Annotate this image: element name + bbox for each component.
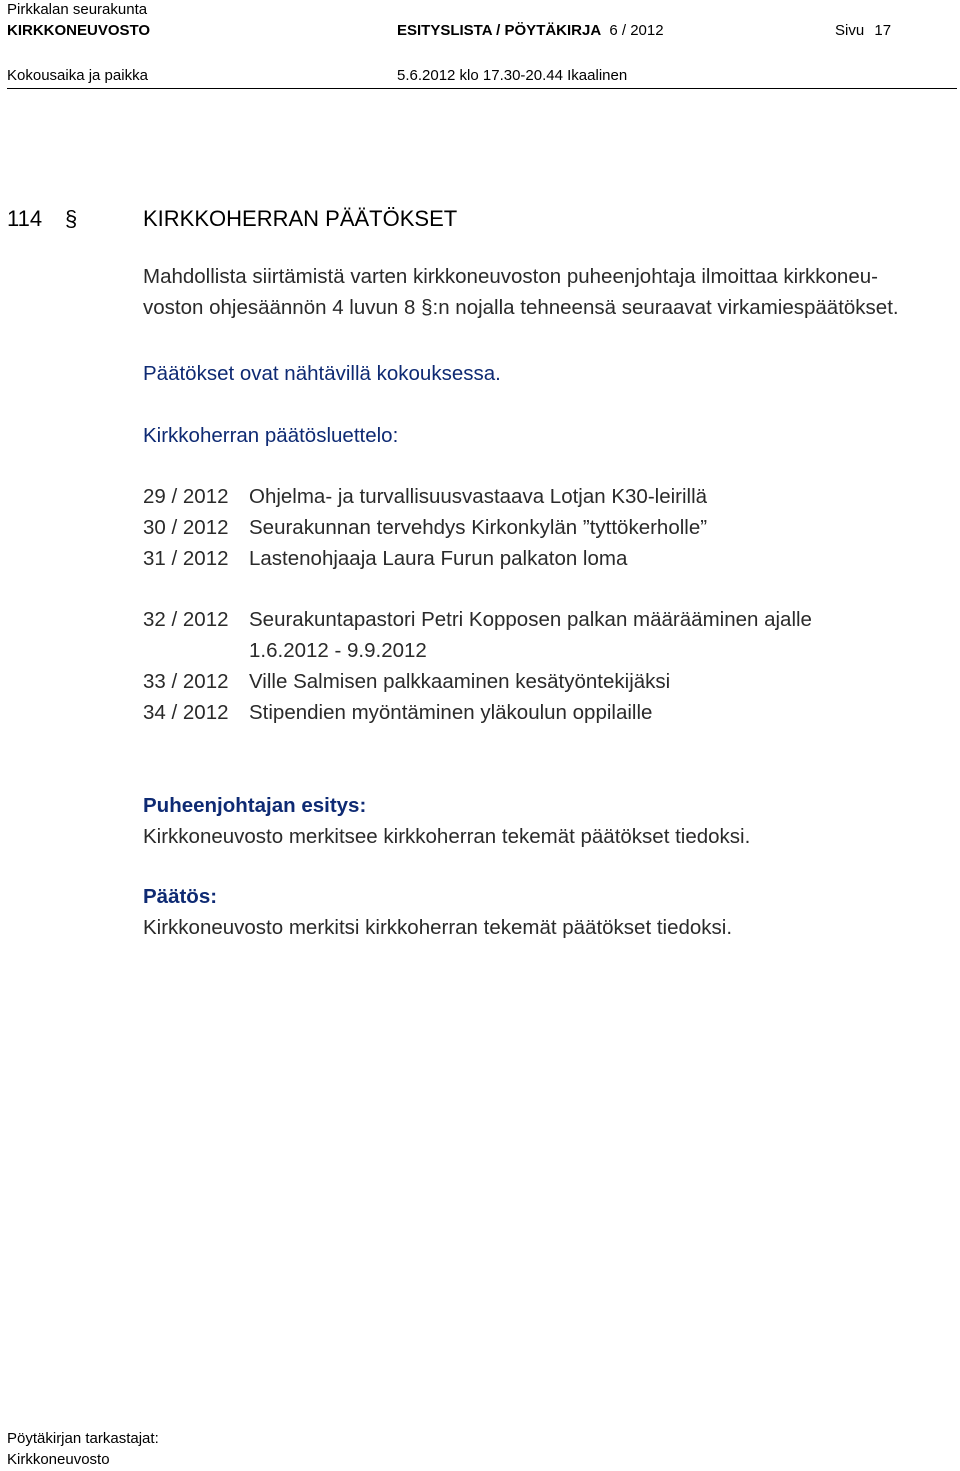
doc-number: 6 / 2012 xyxy=(609,22,664,39)
decision-row xyxy=(143,485,707,509)
decision-text: Lastenohjaaja Laura Furun palkaton loma xyxy=(249,547,628,570)
decision-text: Seurakunnan tervehdys Kirkonkylän ”tyttökerholle” xyxy=(249,516,708,539)
decision-row xyxy=(143,608,812,632)
doc-type: ESITYSLISTA / PÖYTÄKIRJA xyxy=(397,22,602,39)
page-number: 17 xyxy=(874,22,892,39)
footer-value: Kirkkoneuvosto xyxy=(7,1451,110,1468)
section-number: 114 xyxy=(7,206,43,231)
decision-row xyxy=(143,670,670,694)
doc-title xyxy=(397,22,664,40)
intro-line-2: voston ohjesäännön 4 luvun 8 §:n nojalla tehneensä seuraavat virkamiespäätökset. xyxy=(143,296,899,319)
header-divider xyxy=(7,88,957,89)
decision-number: 33 / 2012 xyxy=(143,670,229,693)
decision-label: Päätös: xyxy=(143,885,218,908)
page-label: Sivu xyxy=(835,22,865,39)
meeting-value: 5.6.2012 klo 17.30-20.44 Ikaalinen xyxy=(397,67,628,84)
decision-row-continuation xyxy=(143,639,427,663)
decision-number: 30 / 2012 xyxy=(143,516,229,539)
body-name: KIRKKONEUVOSTO xyxy=(7,22,151,39)
decision-text: Stipendien myöntäminen yläkoulun oppilaille xyxy=(249,701,653,724)
decisions-heading: Kirkkoherran päätösluettelo: xyxy=(143,424,399,447)
decision-number: 31 / 2012 xyxy=(143,547,229,570)
proposal-label: Puheenjohtajan esitys: xyxy=(143,794,367,817)
proposal-text: Kirkkoneuvosto merkitsee kirkkoherran tekemät päätökset tiedoksi. xyxy=(143,825,751,848)
decision-text: Seurakuntapastori Petri Kopposen palkan määrääminen ajalle xyxy=(249,608,812,631)
decision-text: Kirkkoneuvosto merkitsi kirkkoherran tekemät päätökset tiedoksi. xyxy=(143,916,733,939)
intro-line-3: Päätökset ovat nähtävillä kokouksessa. xyxy=(143,362,501,385)
meeting-label: Kokousaika ja paikka xyxy=(7,67,148,84)
intro-line-1: Mahdollista siirtämistä varten kirkkoneuvoston puheenjohtaja ilmoittaa kirkkoneu- xyxy=(143,265,878,288)
decision-number: 29 / 2012 xyxy=(143,485,229,508)
decision-row xyxy=(143,701,652,725)
org-name: Pirkkalan seurakunta xyxy=(7,1,148,18)
decision-text: Ville Salmisen palkkaaminen kesätyöntekijäksi xyxy=(249,670,671,693)
decision-row xyxy=(143,516,707,540)
footer-label: Pöytäkirjan tarkastajat: xyxy=(7,1430,159,1447)
page-indicator xyxy=(835,22,891,40)
decision-number: 32 / 2012 xyxy=(143,608,229,631)
decision-row xyxy=(143,547,627,571)
decision-text-continued: 1.6.2012 - 9.9.2012 xyxy=(249,639,427,662)
decision-text: Ohjelma- ja turvallisuusvastaava Lotjan K30-leirillä xyxy=(249,485,708,508)
section-title: KIRKKOHERRAN PÄÄTÖKSET xyxy=(143,206,458,231)
decision-number: 34 / 2012 xyxy=(143,701,229,724)
section-symbol: § xyxy=(65,206,78,231)
